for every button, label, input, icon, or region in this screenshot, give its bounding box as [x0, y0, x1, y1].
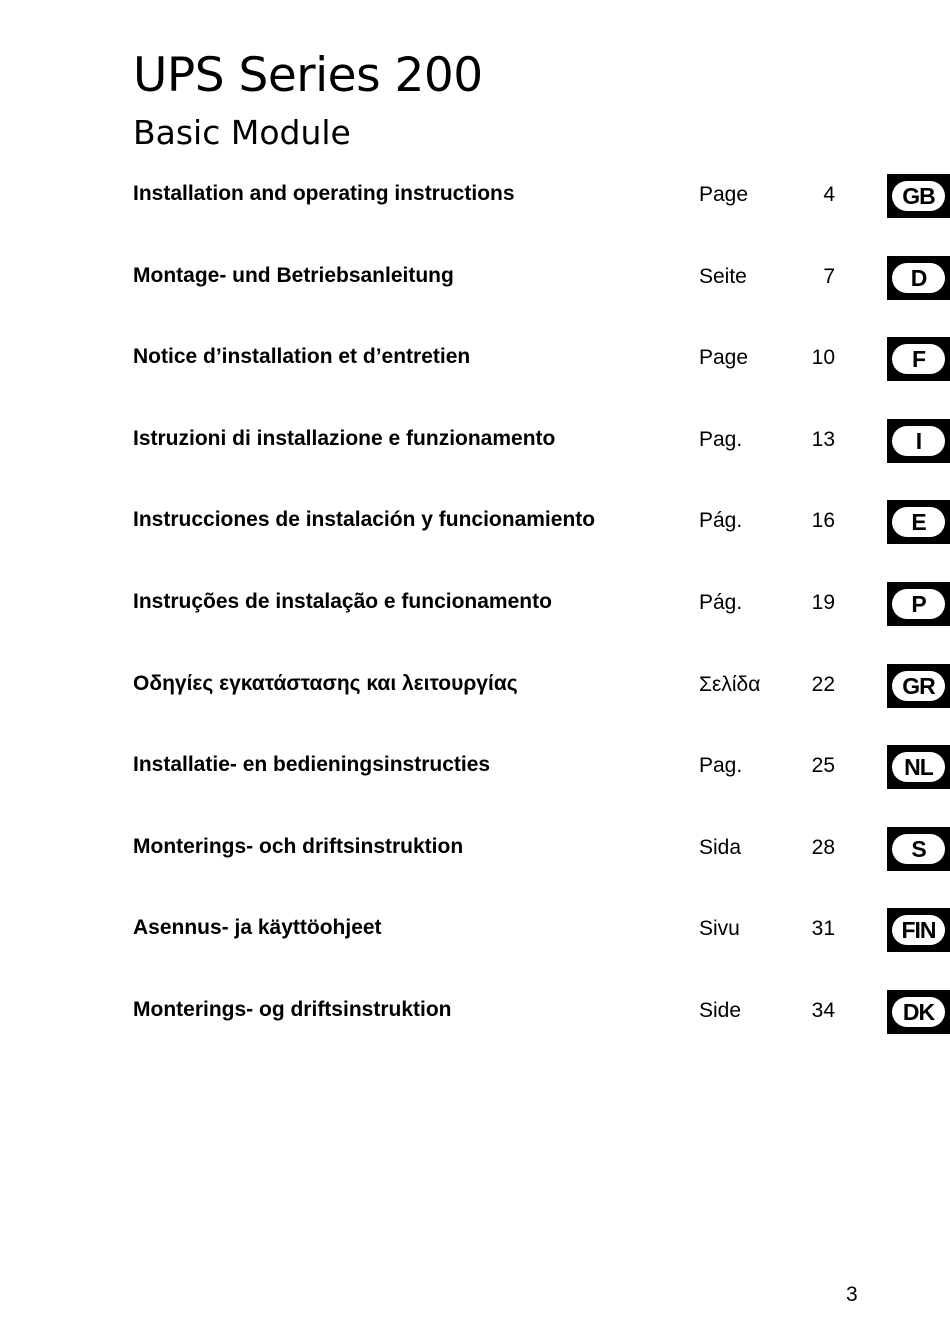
toc-page-number: 10: [811, 346, 835, 369]
toc-row-nl[interactable]: [0, 745, 950, 789]
toc-row-p[interactable]: [0, 582, 950, 626]
document-title: UPS Series 200: [133, 48, 483, 103]
toc-page-label: Pág.: [699, 591, 743, 614]
toc-page-label: Σελίδα: [699, 673, 761, 696]
language-badge-nl: [887, 745, 950, 789]
toc-row-e[interactable]: [0, 500, 950, 544]
toc-page-label: Seite: [699, 265, 747, 288]
toc-entry-title: Asennus- ja käyttöohjeet: [133, 916, 382, 939]
language-badge-s: [887, 827, 950, 871]
toc-row-dk[interactable]: [0, 990, 950, 1034]
language-badge-p: [887, 582, 950, 626]
language-code: NL: [904, 753, 933, 780]
toc-row-s[interactable]: [0, 827, 950, 871]
language-badge-d: [887, 256, 950, 300]
toc-entry-title: Instruções de instalação e funcionamento: [133, 590, 552, 613]
toc-page-number: 31: [811, 917, 835, 940]
language-badge-e: [887, 500, 950, 544]
toc-entry-title: Instrucciones de instalación y funcionamiento: [133, 508, 596, 531]
language-code: F: [911, 345, 926, 372]
toc-page-label: Page: [699, 346, 749, 369]
toc-entry-title: Monterings- og driftsinstruktion: [133, 998, 452, 1021]
toc-row-i[interactable]: [0, 419, 950, 463]
language-code: D: [910, 264, 927, 291]
toc-page-number: 19: [811, 591, 835, 614]
language-badge-gb: [887, 174, 950, 218]
language-code: FIN: [901, 916, 936, 943]
language-code: DK: [902, 998, 935, 1025]
toc-entry-title: Οδηγίες εγκατάστασης και λειτουργίας: [133, 672, 518, 695]
language-badge-dk: [887, 990, 950, 1034]
toc-entry-title: Installation and operating instructions: [133, 182, 515, 205]
language-badge-fin: [887, 908, 950, 952]
toc-page-number: 7: [823, 265, 835, 288]
toc-entry-title: Istruzioni di installazione e funzionamento: [133, 427, 556, 450]
toc-page-number: 4: [823, 183, 835, 206]
toc-entry-title: Installatie- en bedieningsinstructies: [133, 753, 491, 776]
toc-page-label: Sida: [699, 836, 742, 859]
language-badge-i: [887, 419, 950, 463]
toc-page-label: Side: [699, 999, 742, 1022]
toc-page-number: 22: [811, 673, 835, 696]
toc-row-fin[interactable]: [0, 908, 950, 952]
toc-page-number: 25: [811, 754, 835, 777]
toc-page-label: Pag.: [699, 754, 743, 777]
language-badge-f: [887, 337, 950, 381]
toc-row-f[interactable]: [0, 337, 950, 381]
toc-page-label: Sivu: [699, 917, 740, 940]
language-badge-gr: [887, 664, 950, 708]
language-code: S: [911, 835, 926, 862]
toc-row-gr[interactable]: [0, 664, 950, 708]
document-subtitle: Basic Module: [133, 113, 351, 152]
toc-row-gb[interactable]: [0, 174, 950, 218]
page-number: 3: [846, 1283, 858, 1306]
language-code: GB: [902, 182, 935, 209]
toc-page-label: Pag.: [699, 428, 743, 451]
toc-entry-title: Monterings- och driftsinstruktion: [133, 835, 464, 858]
toc-page-number: 16: [811, 509, 835, 532]
toc-entry-title: Montage- und Betriebsanleitung: [133, 264, 454, 287]
toc-page-label: Page: [699, 183, 749, 206]
toc-page-number: 34: [811, 999, 835, 1022]
toc-page-label: Pág.: [699, 509, 743, 532]
toc-row-d[interactable]: [0, 256, 950, 300]
toc-page-number: 28: [811, 836, 835, 859]
toc-entry-title: Notice d’installation et d’entretien: [133, 345, 471, 368]
toc-page-number: 13: [811, 428, 835, 451]
language-code: E: [911, 508, 926, 535]
language-code: GR: [902, 672, 935, 699]
language-code: I: [915, 427, 922, 454]
language-code: P: [911, 590, 926, 617]
